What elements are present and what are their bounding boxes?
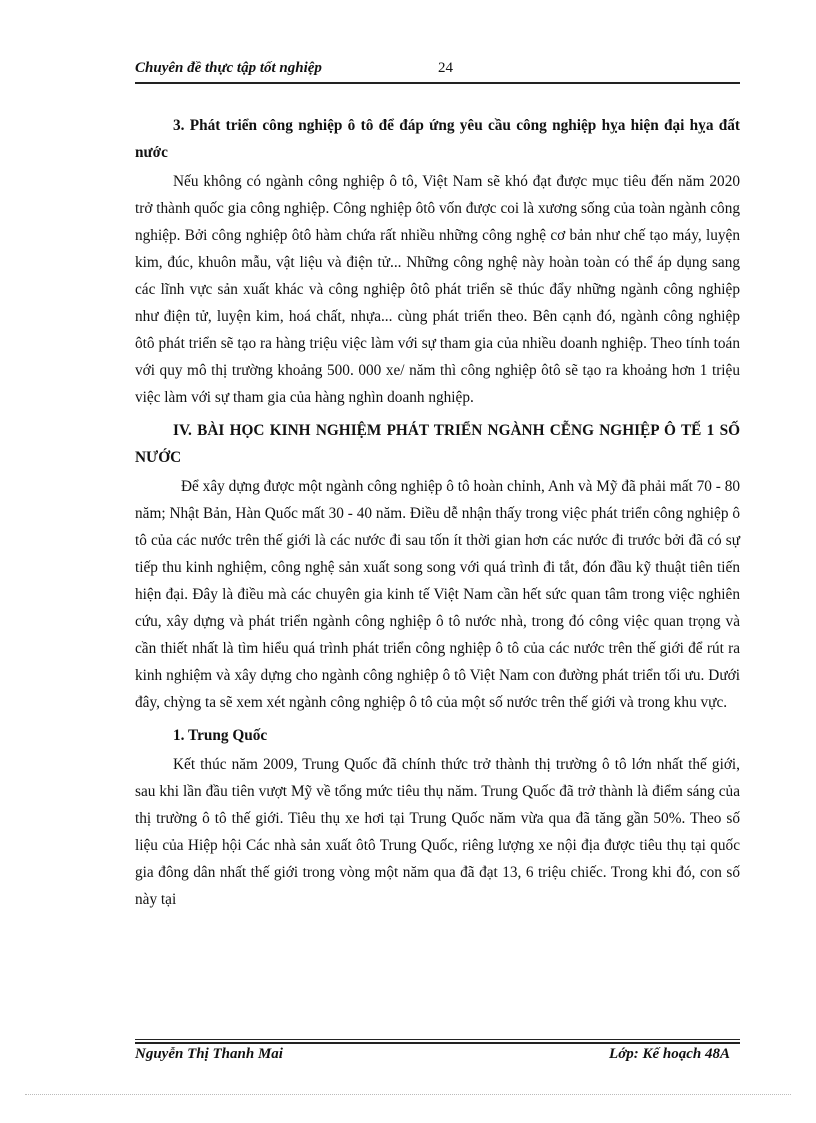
header-rule (135, 82, 740, 84)
page-body (135, 112, 740, 913)
page-edge-dotted-line (25, 1094, 791, 1095)
section-3-heading: 3. Phát triển công nghiệp ô tô để đáp ứng yêu cầu công nghiệp hỵa hiện đại hỵa đất nước (135, 117, 740, 161)
section-3-paragraph: Nếu không có ngành công nghiệp ô tô, Việt Nam sẽ khó đạt được mục tiêu đến năm 2020 trở thành quốc gia công nghiệp. Công nghiệp ôtô vốn được coi là xương sống của toàn ngành công nghiệp. Bởi công nghiệp ôtô hàm chứa rất nhiều những công nghệ cơ bản như chế tạo máy, luyện kim, đúc, khuôn mẫu, vật liệu và điện tử... Những công nghệ này hoàn toàn có thể áp dụng sang các lĩnh vực sản xuất khác và công nghiệp ôtô phát triển sẽ thúc đẩy những ngành công nghiệp như điện tử, luyện kim, hoá chất, nhựa... cùng phát triển theo. Bên cạnh đó, ngành công nghiệp ôtô phát triển sẽ tạo ra hàng triệu việc làm với sự tham gia của nhiều doanh nghiệp. Theo tính toán với quy mô thị trường khoảng 500. 000 xe/ năm thì công nghiệp ôtô sẽ tạo ra khoảng hơn 1 triệu việc làm với sự tham gia của hàng nghìn doanh nghiệp. (135, 173, 740, 406)
page-number: 24 (438, 60, 453, 76)
header-title: Chuyên đề thực tập tốt nghiệp (135, 60, 322, 76)
subsection-1-heading: 1. Trung Quốc (173, 727, 268, 744)
section-4-paragraph: Để xây dựng được một ngành công nghiệp ô tô hoàn chỉnh, Anh và Mỹ đã phải mất 70 - 80 năm; Nhật Bản, Hàn Quốc mất 30 - 40 năm. Điều dễ nhận thấy trong việc phát triển công nghiệp ô tô của các nước trên thế giới là các nước đi sau tốn ít thời gian hơn các nước đi trước bởi đã có sự tiếp thu kinh nghiệm, công nghệ sản xuất song song với quá trình đi tắt, đón đầu kỹ thuật tiên tiến hiện đại. Đây là điều mà các chuyên gia kinh tế Việt Nam cần hết sức quan tâm trong việc nghiên cứu, xây dựng và phát triển ngành công nghiệp ô tô nước nhà, trong đó công việc quan trọng và cần thiết nhất là tìm hiểu quá trình phát triển công nghiệp ô tô của các nước trên thế giới để rút ra kinh nghiệm và xây dựng cho ngành công nghiệp ô tô Việt Nam con đường phát triển tối ưu. Dưới đây, chỳng ta sẽ xem xét ngành công nghiệp ô tô của một số nước trên thế giới và trong khu vực. (135, 478, 740, 711)
footer-author: Nguyễn Thị Thanh Mai (135, 1046, 283, 1062)
subsection-1-paragraph: Kết thúc năm 2009, Trung Quốc đã chính thức trở thành thị trường ô tô lớn nhất thế giới, sau khi lần đầu tiên vượt Mỹ về tổng mức tiêu thụ năm. Trung Quốc đã trở thành là điểm sáng của thị trường ô tô thế giới. Tiêu thụ xe hơi tại Trung Quốc năm vừa qua đã tăng gần 50%. Theo số liệu của Hiệp hội Các nhà sản xuất ôtô Trung Quốc, riêng lượng xe nội địa được tiêu thụ tại quốc gia đông dân nhất thế giới trong vòng một năm qua đã đạt 13, 6 triệu chiếc. Trong khi đó, con số này tại (135, 756, 740, 908)
section-4-heading: IV. BÀI HỌC KINH NGHIỆM PHÁT TRIỂN NGÀNH CỄNG NGHIỆP Ô TẾ 1 SỐ NƯỚC (135, 422, 740, 466)
page-header (135, 60, 740, 82)
page-footer (135, 1046, 740, 1068)
footer-class: Lớp: Kế hoạch 48A (609, 1046, 730, 1062)
footer-rule-top (135, 1039, 740, 1040)
footer-rule-bottom (135, 1042, 740, 1044)
